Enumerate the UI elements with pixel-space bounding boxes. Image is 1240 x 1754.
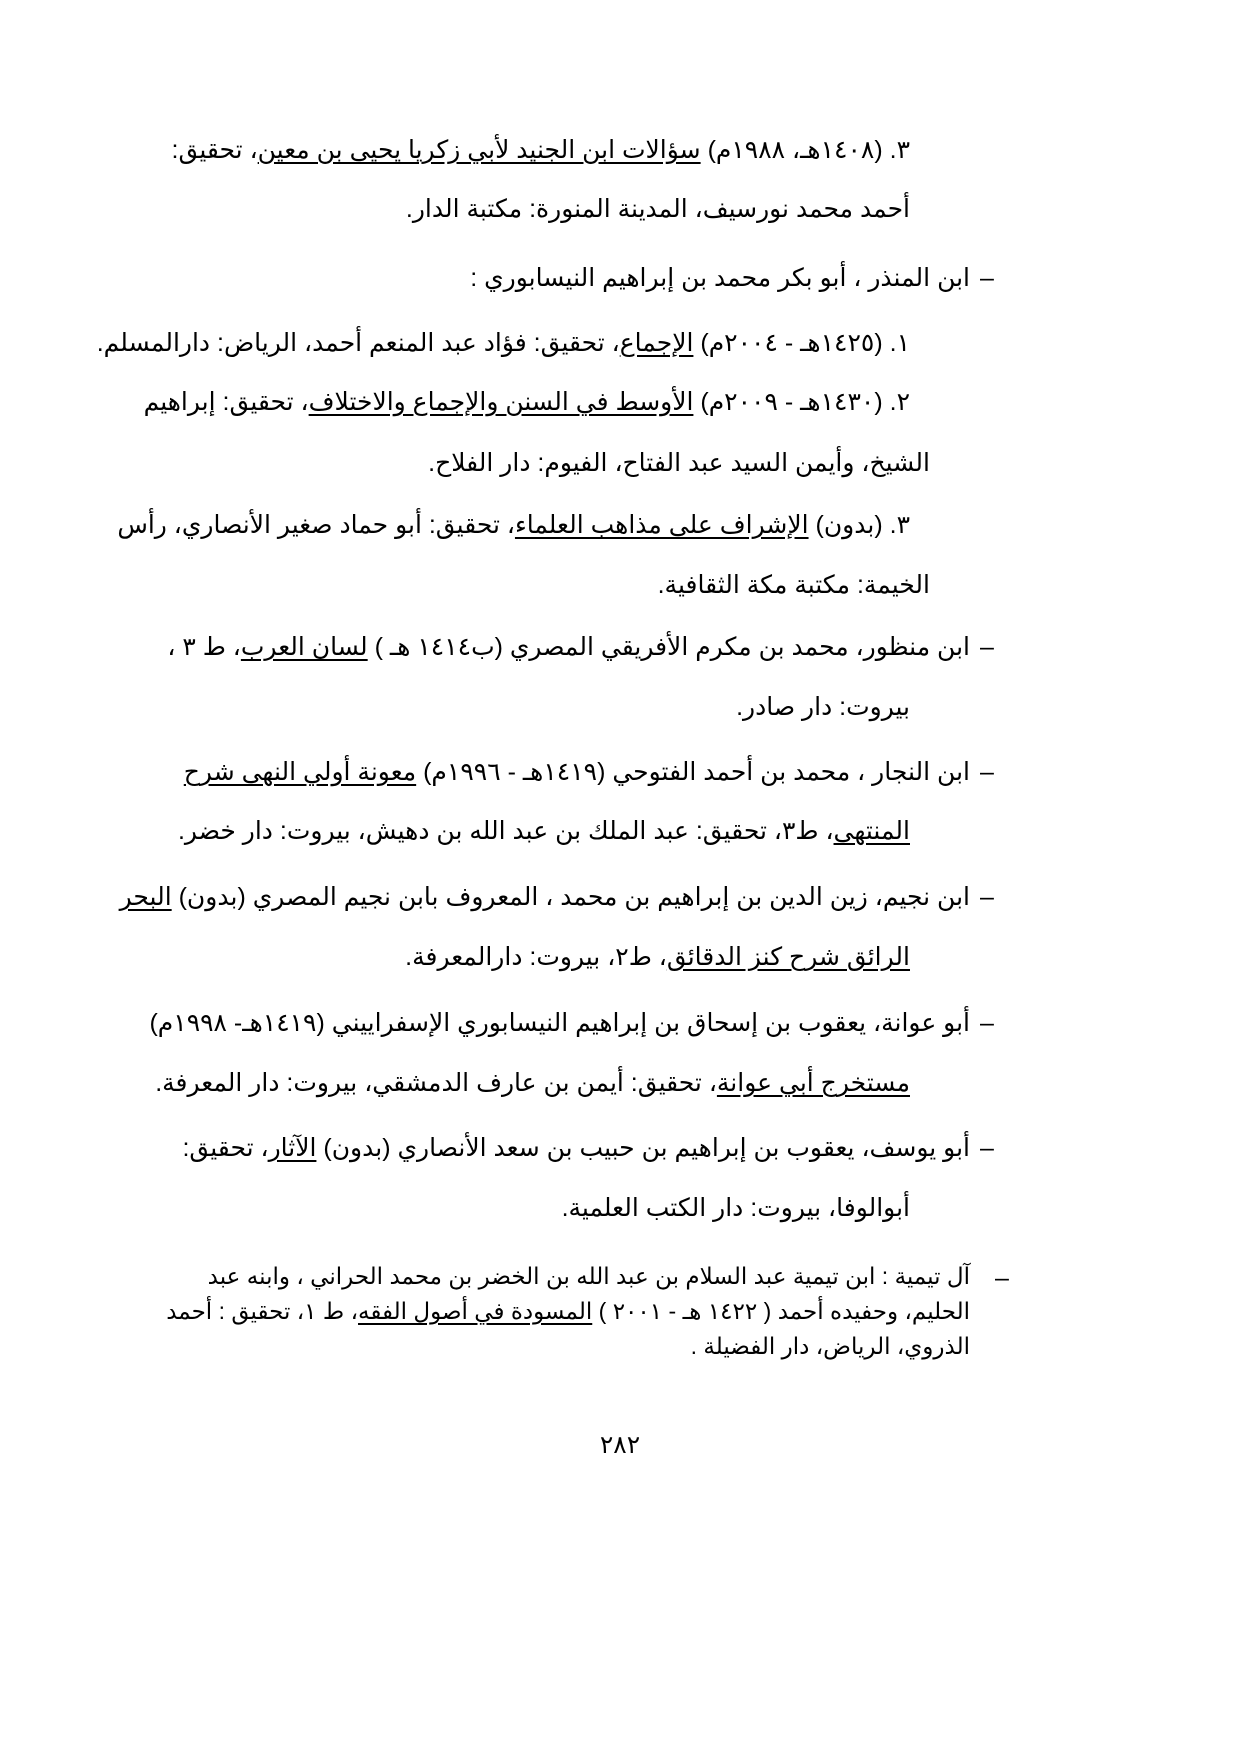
entry-text: ، ط٢، بيروت: دارالمعرفة. — [405, 943, 667, 971]
author-text: أبو يوسف، يعقوب بن إبراهيم بن حبيب بن سعد الأنصاري (بدون) — [316, 1134, 970, 1162]
author-text: ابن المنذر ، أبو بكر محمد بن إبراهيم النيسابوري : — [470, 264, 970, 292]
entry-text: الخيمة: مكتبة مكة الثقافية. — [657, 571, 930, 599]
bullet-dash: – — [995, 1264, 1009, 1292]
entry-line — [80, 326, 910, 360]
entry-line — [80, 1066, 910, 1100]
entry-text: ٣. (١٤٠٨هـ، ١٩٨٨م) — [700, 136, 910, 164]
entry-line — [140, 261, 970, 295]
entry-text: ، ط ٣ ، — [167, 633, 241, 661]
entry-text: ٢. (١٤٣٠هـ - ٢٠٠٩م) — [693, 388, 910, 416]
entry-line — [80, 814, 910, 848]
entry-line — [119, 880, 970, 914]
author-text: ابن نجيم، زين الدين بن إبراهيم بن محمد ، المعروف بابن نجيم المصري (بدون) — [171, 883, 970, 911]
entry-text: ، تحقيق: أبو حماد صغير الأنصاري، رأس — [117, 511, 515, 539]
book-title: مستخرج أبي عوانة — [716, 1069, 910, 1097]
entry-text: الحليم، وحفيده أحمد ( ١٤٢٢ هـ - ٢٠٠١ ) — [592, 1298, 970, 1324]
bullet-dash: – — [980, 883, 994, 911]
entry-line — [80, 385, 910, 419]
entry-line — [140, 630, 970, 664]
entry-line — [80, 1191, 910, 1225]
entry-line — [140, 1331, 970, 1361]
book-title: الإشراف على مذاهب العلماء — [514, 511, 809, 539]
bullet-dash: – — [980, 1009, 994, 1037]
entry-line — [140, 1296, 970, 1326]
book-title: معونة أولي النهى شرح — [183, 758, 417, 786]
entry-text: الذروي، الرياض، دار الفضيلة . — [690, 1333, 970, 1359]
entry-text: الشيخ، وأيمن السيد عبد الفتاح، الفيوم: دار الفلاح. — [428, 449, 930, 477]
entry-text: ، ط٣، تحقيق: عبد الملك بن عبد الله بن دهيش، بيروت: دار خضر. — [177, 817, 834, 845]
entry-text: بيروت: دار صادر. — [736, 693, 910, 721]
entry-line — [80, 192, 910, 226]
author-text: أبو عوانة، يعقوب بن إسحاق بن إبراهيم النيسابوري الإسفراييني (١٤١٩هـ- ١٩٩٨م) — [149, 1009, 970, 1037]
entry-text: ، تحقيق: أيمن بن عارف الدمشقي، بيروت: دار المعرفة. — [155, 1069, 717, 1097]
book-title: الآثار — [268, 1134, 317, 1162]
book-title: البحر — [119, 883, 172, 911]
entry-line — [80, 508, 910, 542]
entry-line — [80, 940, 910, 974]
book-title: المسودة في أصول الفقه — [358, 1298, 593, 1324]
book-title: الإجماع — [619, 329, 694, 357]
entry-text: ، تحقيق: إبراهيم — [143, 388, 309, 416]
entry-line — [100, 568, 930, 602]
entry-line — [80, 690, 910, 724]
page-number: ٢٨٢ — [599, 1431, 641, 1459]
author-text: ابن منظور، محمد بن مكرم الأفريقي المصري (ب١٤١٤ هـ ) — [367, 633, 970, 661]
entry-text: أحمد محمد نورسيف، المدينة المنورة: مكتبة الدار. — [405, 195, 910, 223]
entry-text: ، تحقيق: — [171, 136, 258, 164]
bullet-dash: – — [980, 633, 994, 661]
entry-text: ، ط ١، تحقيق : أحمد — [166, 1298, 359, 1324]
bullet-dash: – — [980, 1134, 994, 1162]
book-title: المنتهى — [833, 817, 910, 845]
entry-line — [140, 1006, 970, 1040]
book-title: الرائق شرح كنز الدقائق — [666, 943, 910, 971]
entry-text: ، تحقيق: — [182, 1134, 269, 1162]
book-title: الأوسط في السنن والإجماع والاختلاف — [308, 388, 694, 416]
entry-text: ١. (١٤٢٥هـ - ٢٠٠٤م) — [693, 329, 910, 357]
author-text: ابن النجار ، محمد بن أحمد الفتوحي (١٤١٩هـ - ١٩٩٦م) — [416, 758, 970, 786]
entry-line — [140, 1261, 970, 1291]
bullet-dash: – — [980, 264, 994, 292]
entry-line — [100, 446, 930, 480]
entry-text: ٣. (بدون) — [808, 511, 910, 539]
entry-text: أبوالوفا، بيروت: دار الكتب العلمية. — [561, 1194, 910, 1222]
entry-line — [140, 1131, 970, 1165]
entry-text: ، تحقيق: فؤاد عبد المنعم أحمد، الرياض: دارالمسلم. — [96, 329, 620, 357]
author-text: آل تيمية : ابن تيمية عبد السلام بن عبد الله بن الخضر بن محمد الحراني ، وابنه عبد — [207, 1263, 970, 1289]
book-title: سؤالات ابن الجنيد لأبي زكريا يحيى بن معين — [257, 136, 701, 164]
book-title: لسان العرب — [240, 633, 368, 661]
entry-line — [140, 755, 970, 789]
entry-line — [80, 133, 910, 167]
bullet-dash: – — [980, 758, 994, 786]
